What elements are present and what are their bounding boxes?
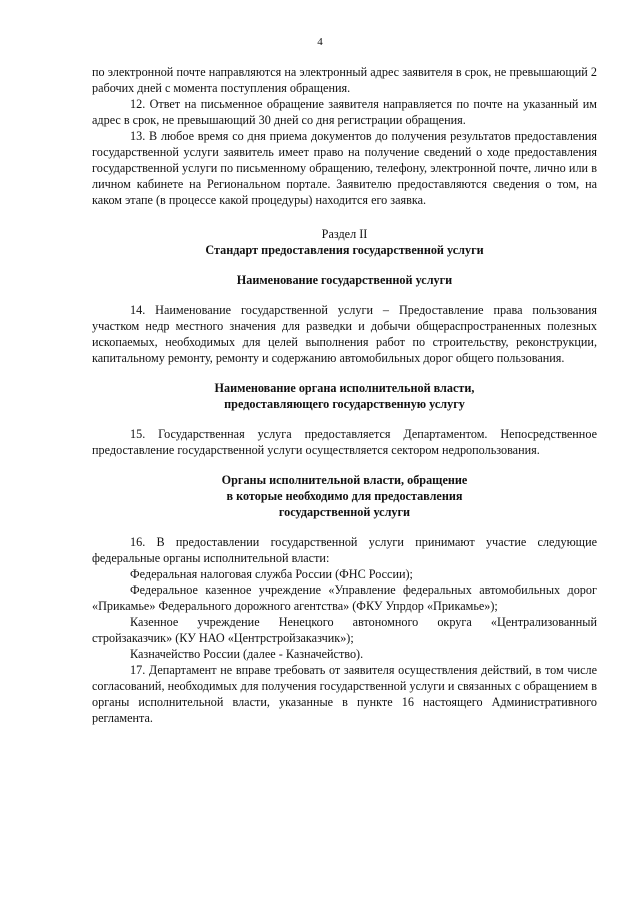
heading-authority-line2: предоставляющего государственную услугу <box>224 397 465 411</box>
spacer <box>92 366 597 380</box>
heading-bodies-line2: в которые необходимо для предоставления <box>226 489 463 503</box>
paragraph-15: 15. Государственная услуга предоставляется Департаментом. Непосредственное предоставление государственной услуги осуществляется сектором недропользования. <box>92 427 597 457</box>
paragraph-continuation: по электронной почте направляются на электронный адрес заявителя в срок, не превышающий 2 рабочих дней с момента поступления обращения. <box>92 65 597 95</box>
spacer <box>92 208 597 226</box>
document-body <box>92 64 597 726</box>
paragraph-14: 14. Наименование государственной услуги – Предоставление права пользования участком недр местного значения для разведки и добычи общераспространенных полезных ископаемых, необходимых для целей выполнения работ по строительству, реконструкции, капитальному ремонту, ремонту и содержанию автомобильных дорог общего пользования. <box>92 303 597 365</box>
paragraph-13: 13. В любое время со дня приема документов до получения результатов предоставления государственной услуги заявитель имеет право на получение сведений о ходе предоставления государственной услуги по письменному обращению, телефону, электронной почте, лично или в личном кабинете на Региональном портале. Заявителю предоставляются сведения о том, на каком этапе (в процессе какой процедуры) находится его заявка. <box>92 129 597 207</box>
heading-authority-line1: Наименование органа исполнительной власти, <box>214 381 475 395</box>
heading-bodies-line1: Органы исполнительной власти, обращение <box>221 473 468 487</box>
paragraph-16: 16. В предоставлении государственной услуги принимают участие следующие федеральные органы исполнительной власти: <box>92 535 597 565</box>
spacer <box>92 288 597 302</box>
list-item-treasury: Казначейство России (далее - Казначейство). <box>130 647 364 661</box>
list-item-fns: Федеральная налоговая служба России (ФНС России); <box>130 567 413 581</box>
paragraph-17: 17. Департамент не вправе требовать от заявителя осуществления действий, в том числе согласований, необходимых для получения государственной услуги и связанных с обращением в органы исполнительной власти, указанные в пункте 16 настоящего Административного регламента. <box>92 663 597 725</box>
section-title: Стандарт предоставления государственной услуги <box>205 243 484 257</box>
spacer <box>92 520 597 534</box>
heading-bodies-line3: государственной услуги <box>278 505 411 519</box>
spacer <box>92 258 597 272</box>
paragraph-12: 12. Ответ на письменное обращение заявителя направляется по почте на указанный им адрес в срок, не превышающий 30 дней со дня регистрации обращения. <box>92 97 597 127</box>
list-item-ku-nao: Казенное учреждение Ненецкого автономного округа «Централизованный стройзаказчик» (КУ НАО «Центрстройзаказчик»); <box>92 615 597 645</box>
list-item-upravlenie: Федеральное казенное учреждение «Управление федеральных автомобильных дорог «Прикамье» Федерального дорожного агентства» (ФКУ Упрдор «Прикамье»); <box>92 583 597 613</box>
page-number: 4 <box>317 36 323 48</box>
spacer <box>92 412 597 426</box>
section-label: Раздел II <box>321 227 368 241</box>
heading-service-name: Наименование государственной услуги <box>236 273 453 287</box>
spacer <box>92 458 597 472</box>
